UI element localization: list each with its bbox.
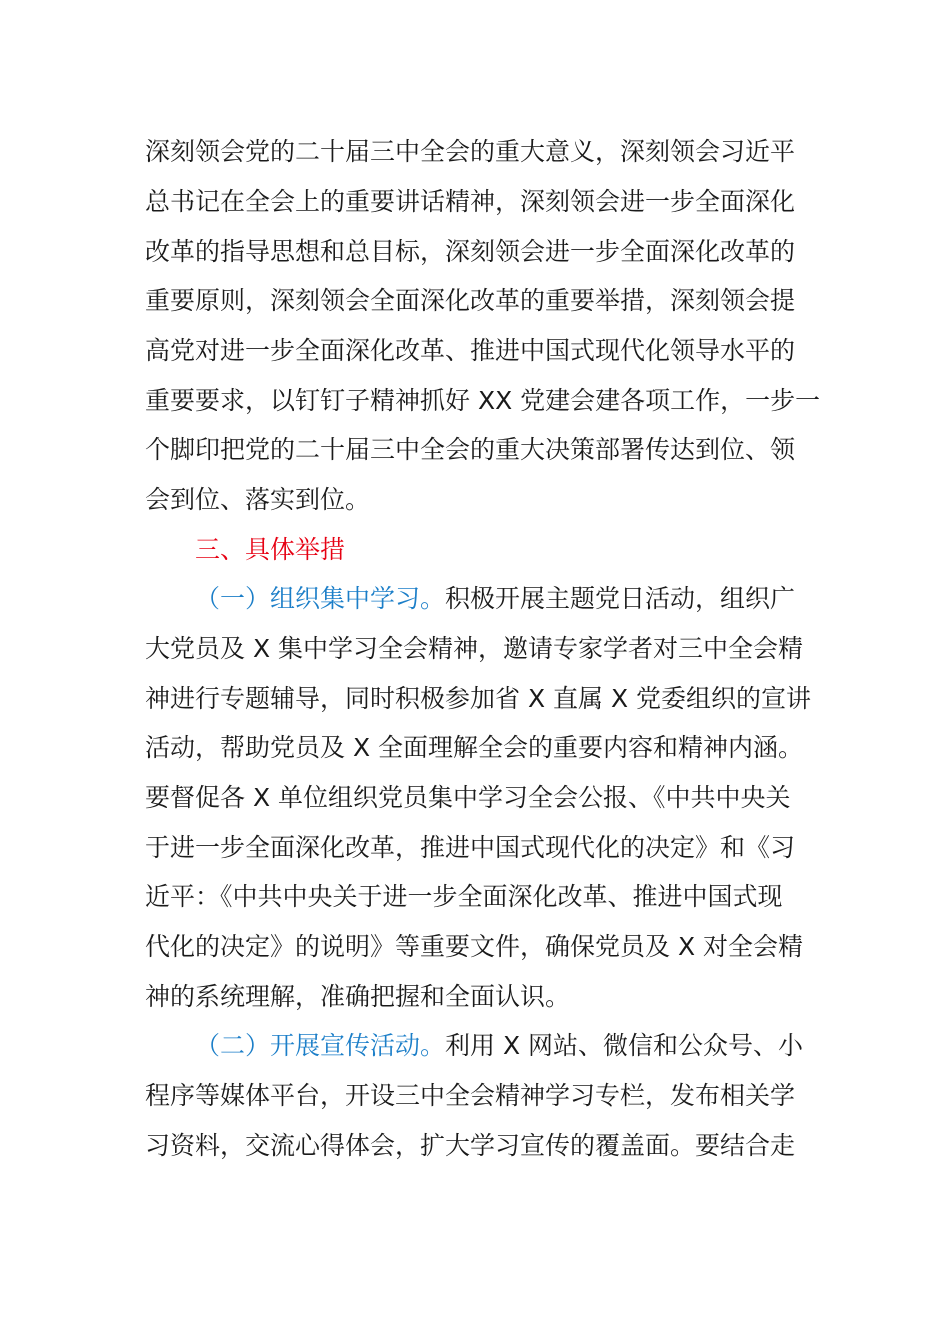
paragraph-line: 活动，帮助党员及 X 全面理解全会的重要内容和精神内涵。 — [145, 733, 804, 762]
paragraph-line: 代化的决定》的说明》等重要文件，确保党员及 X 对全会精 — [145, 932, 804, 961]
paragraph-line: 改革的指导思想和总目标，深刻领会进一步全面深化改革的 — [145, 237, 796, 266]
measure-first-line — [195, 574, 795, 624]
paragraph-line: 高党对进一步全面深化改革、推进中国式现代化领导水平的 — [145, 336, 796, 365]
paragraph-line: 重要原则，深刻领会全面深化改革的重要举措，深刻领会提 — [145, 286, 796, 315]
paragraph-line: 神进行专题辅导，同时积极参加省 X 直属 X 党委组织的宣讲 — [145, 684, 812, 713]
measure-first-line — [195, 1021, 803, 1071]
paragraph-line: 深刻领会党的二十届三中全会的重大意义，深刻领会习近平 — [145, 137, 796, 166]
section-heading: 三、具体举措 — [195, 535, 346, 564]
measure-text: 积极开展主题党日活动，组织广 — [445, 584, 796, 613]
measure-text: 利用 X 网站、微信和公众号、小 — [445, 1031, 804, 1060]
paragraph-line: 要督促各 X 单位组织党员集中学习全会公报、《中共中央关 — [145, 783, 791, 812]
paragraph-line: 于进一步全面深化改革，推进中国式现代化的决定》和《习 — [145, 833, 796, 862]
paragraph-line: 个脚印把党的二十届三中全会的重大决策部署传达到位、领 — [145, 435, 796, 464]
paragraph-line: 神的系统理解，准确把握和全面认识。 — [145, 982, 571, 1011]
measure-heading: （一）组织集中学习。 — [195, 584, 446, 613]
measure-heading: （二）开展宣传活动。 — [195, 1031, 446, 1060]
paragraph-line: 程序等媒体平台，开设三中全会精神学习专栏，发布相关学 — [145, 1081, 796, 1110]
paragraph-line: 近平：《中共中央关于进一步全面深化改革、推进中国式现 — [145, 882, 783, 911]
paragraph-line: 会到位、落实到位。 — [145, 485, 371, 514]
paragraph-line: 总书记在全会上的重要讲话精神，深刻领会进一步全面深化 — [145, 187, 796, 216]
paragraph-line: 重要要求，以钉钉子精神抓好 XX 党建会建各项工作，一步一 — [145, 386, 821, 415]
paragraph-line: 大党员及 X 集中学习全会精神，邀请专家学者对三中全会精 — [145, 634, 804, 663]
paragraph-line: 习资料，交流心得体会，扩大学习宣传的覆盖面。要结合走 — [145, 1131, 796, 1160]
